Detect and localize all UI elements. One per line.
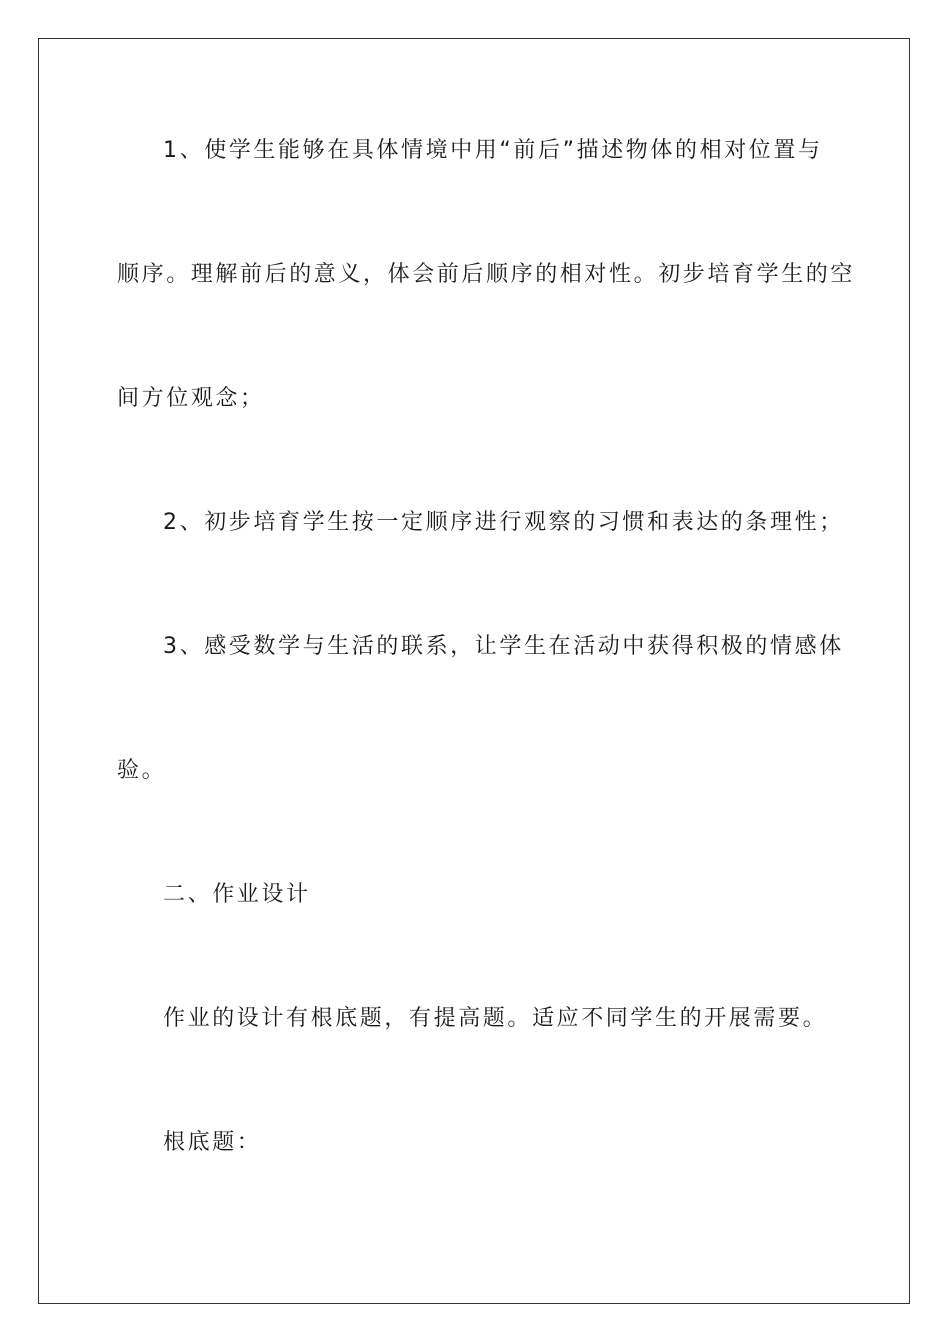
objective-1-line-2: 顺序。理解前后的意义，体会前后顺序的相对性。初步培育学生的空 [117,262,856,287]
objective-1-line-1: 1、使学生能够在具体情境中用“前后”描述物体的相对位置与 [163,138,823,163]
objective-3-line-1: 3、感受数学与生活的联系，让学生在活动中获得积极的情感体 [163,634,844,659]
section-heading: 二、作业设计 [163,882,311,907]
basic-questions-label: 根底题： [163,1130,262,1155]
objective-1-line-3: 间方位观念； [117,386,265,411]
objective-3-line-2: 验。 [117,758,167,783]
objective-2-line-1: 2、初步培育学生按一定顺序进行观察的习惯和表达的条理性； [163,510,844,535]
page-frame [38,38,910,1304]
homework-intro: 作业的设计有根底题，有提高题。适应不同学生的开展需要。 [163,1006,828,1031]
